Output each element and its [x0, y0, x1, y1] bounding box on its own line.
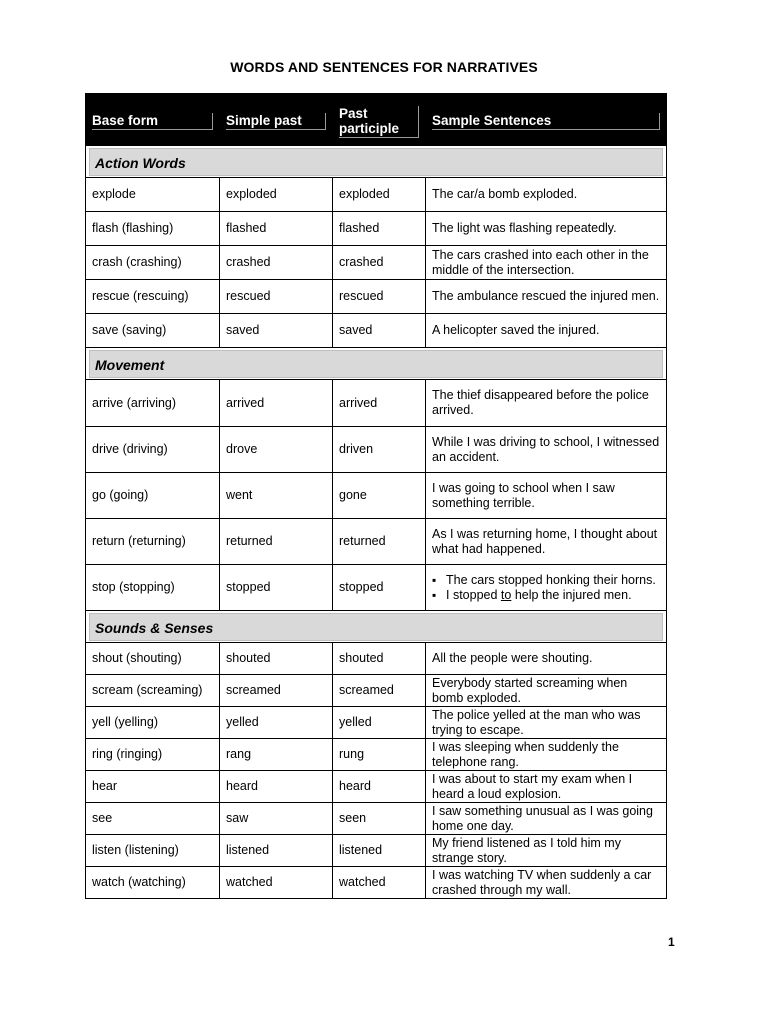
past-participle-cell: stopped: [333, 565, 426, 611]
simple-past-cell: heard: [220, 771, 333, 803]
simple-past-cell: saw: [220, 803, 333, 835]
base-form-cell: yell (yelling): [86, 707, 220, 739]
base-form-cell: shout (shouting): [86, 643, 220, 675]
sample-sentence-cell: As I was returning home, I thought about what had happened.: [426, 519, 667, 565]
sample-sentence-cell: My friend listened as I told him my strange story.: [426, 835, 667, 867]
simple-past-cell: listened: [220, 835, 333, 867]
underlined-word: to: [500, 587, 512, 602]
past-participle-cell: rescued: [333, 280, 426, 314]
table-row: [86, 675, 667, 707]
bullet-item: ▪ The cars stopped honking their horns.: [432, 573, 660, 588]
sample-sentence-cell: [426, 565, 667, 611]
past-participle-cell: heard: [333, 771, 426, 803]
sample-sentence-cell: The police yelled at the man who was trying to escape.: [426, 707, 667, 739]
base-form-cell: listen (listening): [86, 835, 220, 867]
base-form-cell: explode: [86, 178, 220, 212]
header-cell: [220, 94, 333, 146]
sample-sentence-cell: I was about to start my exam when I heard a loud explosion.: [426, 771, 667, 803]
table-row: [86, 380, 667, 427]
sample-sentence-cell: The ambulance rescued the injured men.: [426, 280, 667, 314]
table-header-row: [86, 94, 667, 146]
table-row: [86, 707, 667, 739]
base-form-cell: crash (crashing): [86, 246, 220, 280]
base-form-cell: return (returning): [86, 519, 220, 565]
sample-sentence-cell: The thief disappeared before the police arrived.: [426, 380, 667, 427]
sample-sentence-cell: While I was driving to school, I witnessed an accident.: [426, 427, 667, 473]
header-cell: [333, 94, 426, 146]
section-cell: [86, 611, 667, 643]
table-row: [86, 212, 667, 246]
header-cell: [426, 94, 667, 146]
simple-past-cell: flashed: [220, 212, 333, 246]
page-number: 1: [668, 935, 675, 949]
past-participle-cell: shouted: [333, 643, 426, 675]
simple-past-cell: crashed: [220, 246, 333, 280]
base-form-cell: rescue (rescuing): [86, 280, 220, 314]
table-row: [86, 803, 667, 835]
table-row: [86, 427, 667, 473]
past-participle-cell: gone: [333, 473, 426, 519]
bullet-item: [432, 588, 660, 603]
past-participle-cell: listened: [333, 835, 426, 867]
sample-sentence-bullets: [432, 573, 660, 603]
base-form-cell: stop (stopping): [86, 565, 220, 611]
simple-past-cell: arrived: [220, 380, 333, 427]
sample-sentence-cell: Everybody started screaming when bomb exploded.: [426, 675, 667, 707]
sample-sentence-cell: I was watching TV when suddenly a car crashed through my wall.: [426, 867, 667, 899]
simple-past-cell: drove: [220, 427, 333, 473]
past-participle-cell: screamed: [333, 675, 426, 707]
simple-past-cell: watched: [220, 867, 333, 899]
header-simple-past: Simple past: [226, 113, 326, 130]
table-row: [86, 565, 667, 611]
past-participle-cell: arrived: [333, 380, 426, 427]
past-participle-cell: driven: [333, 427, 426, 473]
sample-sentence-cell: I saw something unusual as I was going home one day.: [426, 803, 667, 835]
table-row: [86, 643, 667, 675]
document-title: WORDS AND SENTENCES FOR NARRATIVES: [230, 59, 538, 75]
simple-past-cell: went: [220, 473, 333, 519]
table-row: [86, 867, 667, 899]
simple-past-cell: stopped: [220, 565, 333, 611]
base-form-cell: hear: [86, 771, 220, 803]
base-form-cell: drive (driving): [86, 427, 220, 473]
past-participle-cell: rung: [333, 739, 426, 771]
section-cell: [86, 348, 667, 380]
table-row: [86, 178, 667, 212]
table-row: [86, 771, 667, 803]
base-form-cell: flash (flashing): [86, 212, 220, 246]
past-participle-cell: watched: [333, 867, 426, 899]
simple-past-cell: saved: [220, 314, 333, 348]
base-form-cell: scream (screaming): [86, 675, 220, 707]
base-form-cell: go (going): [86, 473, 220, 519]
bullet-text: I stopped: [446, 587, 501, 602]
past-participle-cell: saved: [333, 314, 426, 348]
header-sample-sentences: Sample Sentences: [432, 113, 660, 130]
base-form-cell: save (saving): [86, 314, 220, 348]
simple-past-cell: rescued: [220, 280, 333, 314]
table-row: [86, 473, 667, 519]
sample-sentence-cell: All the people were shouting.: [426, 643, 667, 675]
base-form-cell: see: [86, 803, 220, 835]
sample-sentence-cell: A helicopter saved the injured.: [426, 314, 667, 348]
section-cell: [86, 146, 667, 178]
section-header-row: [86, 146, 667, 178]
base-form-cell: watch (watching): [86, 867, 220, 899]
sample-sentence-cell: I was sleeping when suddenly the telephone rang.: [426, 739, 667, 771]
table-row: [86, 246, 667, 280]
table-row: [86, 739, 667, 771]
header-base-form: Base form: [92, 113, 213, 130]
simple-past-cell: screamed: [220, 675, 333, 707]
table-row: [86, 314, 667, 348]
simple-past-cell: yelled: [220, 707, 333, 739]
sample-sentence-cell: The car/a bomb exploded.: [426, 178, 667, 212]
sample-sentence-cell: The light was flashing repeatedly.: [426, 212, 667, 246]
bullet-text: help the injured men.: [511, 587, 632, 602]
past-participle-cell: seen: [333, 803, 426, 835]
verb-table-container: [85, 93, 666, 899]
past-participle-cell: returned: [333, 519, 426, 565]
base-form-cell: arrive (arriving): [86, 380, 220, 427]
header-past-participle: Past participle: [339, 106, 419, 138]
past-participle-cell: crashed: [333, 246, 426, 280]
section-header-row: [86, 611, 667, 643]
sample-sentence-cell: I was going to school when I saw something terrible.: [426, 473, 667, 519]
simple-past-cell: rang: [220, 739, 333, 771]
table-row: [86, 519, 667, 565]
section-title-action-words: Action Words: [89, 148, 663, 176]
table-row: [86, 835, 667, 867]
table-row: [86, 280, 667, 314]
section-title-sounds-senses: Sounds & Senses: [89, 613, 663, 641]
past-participle-cell: exploded: [333, 178, 426, 212]
base-form-cell: ring (ringing): [86, 739, 220, 771]
past-participle-cell: flashed: [333, 212, 426, 246]
header-cell: [86, 94, 220, 146]
sample-sentence-cell: The cars crashed into each other in the middle of the intersection.: [426, 246, 667, 280]
simple-past-cell: returned: [220, 519, 333, 565]
section-header-row: [86, 348, 667, 380]
simple-past-cell: shouted: [220, 643, 333, 675]
past-participle-cell: yelled: [333, 707, 426, 739]
simple-past-cell: exploded: [220, 178, 333, 212]
section-title-movement: Movement: [89, 350, 663, 378]
verb-table: [85, 93, 667, 899]
